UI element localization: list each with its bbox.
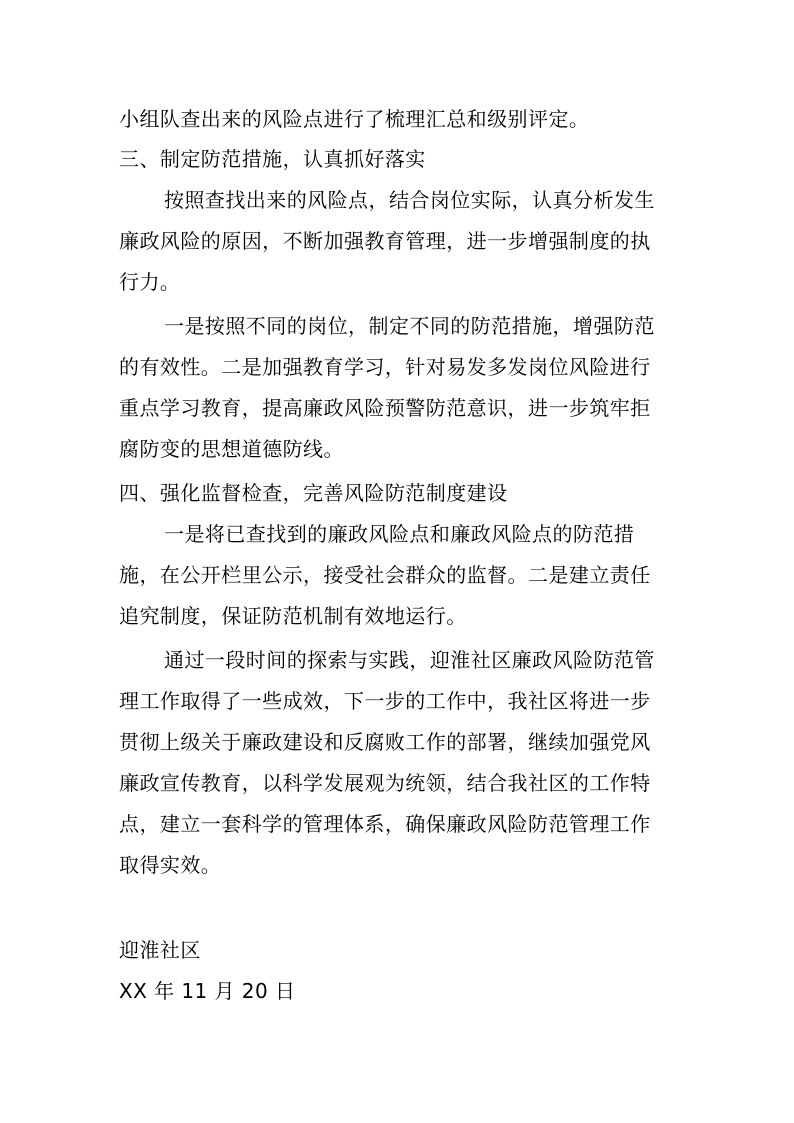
signature-date: XX 年 11 月 20 日 (119, 979, 296, 1003)
section-heading: 三、制定防范措施，认真抓好落实 (119, 147, 426, 171)
body-text-line: 理工作取得了一些成效，下一步的工作中，我社区将进一步 (119, 689, 651, 713)
body-text-line: 取得实效。 (119, 853, 222, 877)
section-heading: 四、强化监督检查，完善风险防范制度建设 (119, 481, 508, 505)
body-text-line: 的有效性。二是加强教育学习，针对易发多发岗位风险进行 (119, 355, 651, 379)
paragraph-first-line: 一是按照不同的岗位，制定不同的防范措施，增强防范 (164, 314, 655, 338)
body-text-line: 贯彻上级关于廉政建设和反腐败工作的部署，继续加强党风 (119, 730, 651, 754)
body-text-line: 小组队查出来的风险点进行了梳理汇总和级别评定。 (119, 107, 590, 131)
body-text-line: 施，在公开栏里公示，接受社会群众的监督。二是建立责任 (119, 563, 651, 587)
paragraph-first-line: 通过一段时间的探索与实践，迎淮社区廉政风险防范管 (164, 648, 655, 672)
body-text-line: 廉政宣传教育，以科学发展观为统领，结合我社区的工作特 (119, 771, 651, 795)
body-text-line: 行力。 (119, 270, 181, 294)
body-text-line: 重点学习教育，提高廉政风险预警防范意识，进一步筑牢拒 (119, 396, 651, 420)
paragraph-first-line: 按照查找出来的风险点，结合岗位实际，认真分析发生 (164, 188, 655, 212)
body-text-line: 点，建立一套科学的管理体系，确保廉政风险防范管理工作 (119, 812, 651, 836)
body-text-line: 廉政风险的原因，不断加强教育管理，进一步增强制度的执 (119, 229, 651, 253)
body-text-line: 追究制度，保证防范机制有效地运行。 (119, 604, 467, 628)
paragraph-first-line: 一是将已查找到的廉政风险点和廉政风险点的防范措 (164, 522, 635, 546)
signature-organization: 迎淮社区 (119, 938, 201, 962)
body-text-line: 腐防变的思想道德防线。 (119, 437, 344, 461)
